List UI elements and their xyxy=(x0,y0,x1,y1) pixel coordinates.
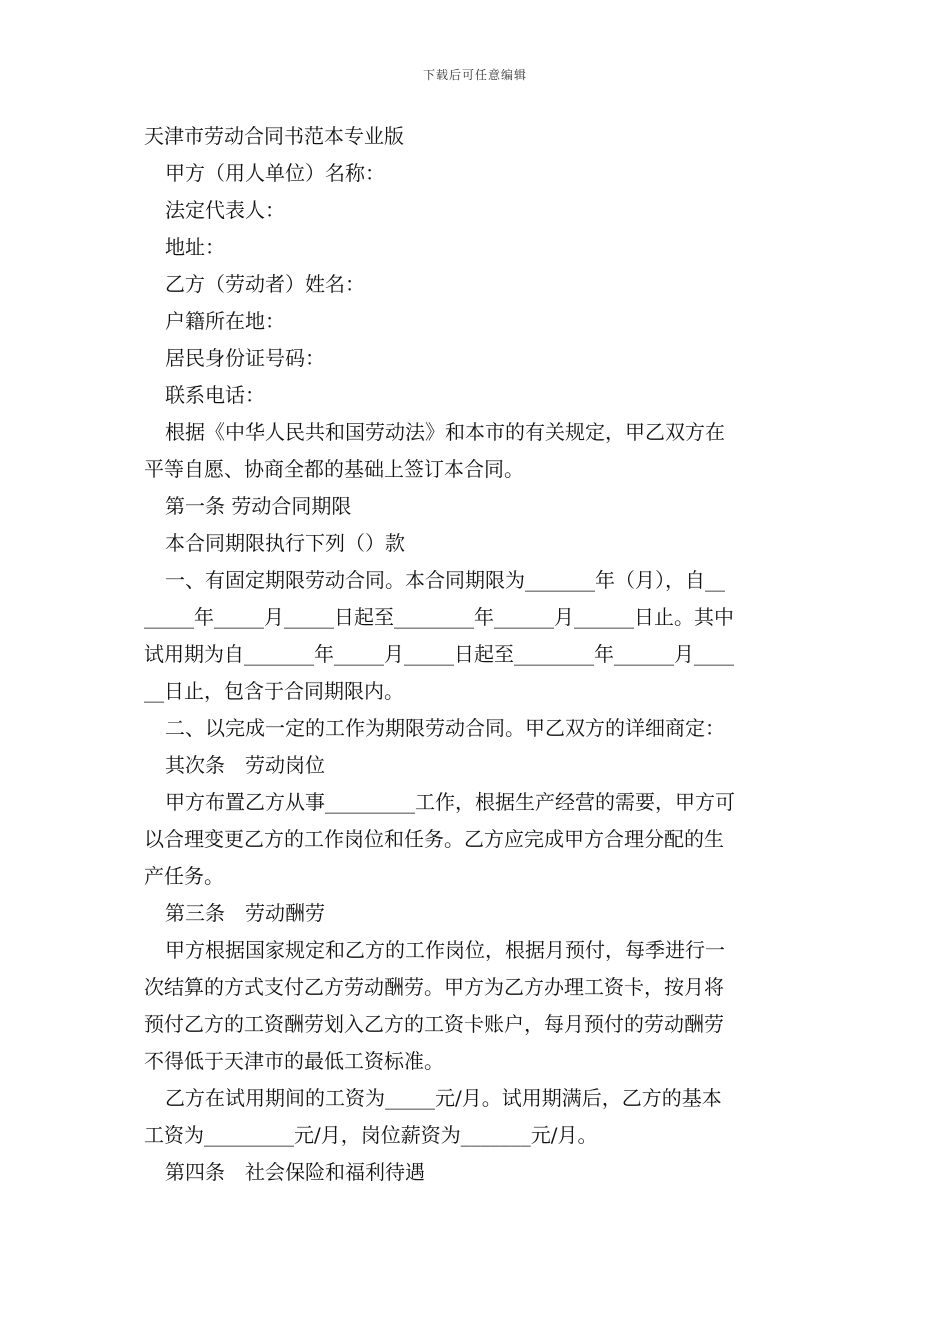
article-3-paragraph-line: 预付乙方的工资酬劳划入乙方的工资卡账户，每月预付的劳动酬劳 xyxy=(144,1012,724,1036)
party-b-name-field: 乙方（劳动者）姓名： xyxy=(165,272,365,296)
article-2-paragraph-line: 甲方布置乙方从事_________工作，根据生产经营的需要，甲方可 xyxy=(165,790,735,814)
article-1-task-term: 二、以完成一定的工作为期限劳动合同。甲乙双方的详细商定： xyxy=(165,716,725,740)
party-a-name-field: 甲方（用人单位）名称： xyxy=(165,161,385,185)
article-3-paragraph-line: 甲方根据国家规定和乙方的工作岗位，根据月预付，每季进行一 xyxy=(165,938,725,962)
article-2-title: 其次条 劳动岗位 xyxy=(165,753,325,777)
id-number-field: 居民身份证号码： xyxy=(165,346,325,370)
article-1-fixed-term-line: 一、有固定期限劳动合同。本合同期限为_______年（月），自__ xyxy=(165,568,725,592)
household-registration-field: 户籍所在地： xyxy=(165,309,285,333)
article-3-paragraph-line: 不得低于天津市的最低工资标准。 xyxy=(144,1049,444,1073)
article-3-title: 第三条 劳动酬劳 xyxy=(165,901,325,925)
article-3-wage-line: 工资为_________元/月，岗位薪资为_______元/月。 xyxy=(144,1123,598,1147)
article-4-title: 第四条 社会保险和福利待遇 xyxy=(165,1160,425,1184)
article-3-wage-line: 乙方在试用期间的工资为_____元/月。试用期满后，乙方的基本 xyxy=(165,1086,722,1110)
header-note: 下载后可任意编辑 xyxy=(422,68,527,82)
article-2-paragraph-line: 以合理变更乙方的工作岗位和任务。乙方应完成甲方合理分配的生 xyxy=(144,827,724,851)
document-body xyxy=(144,118,808,1191)
legal-representative-field: 法定代表人： xyxy=(165,198,285,222)
article-1-fixed-term-line: _____年_____月_____日起至________年______月______日止。其中 xyxy=(144,605,734,629)
address-field: 地址： xyxy=(165,235,225,259)
phone-field: 联系电话： xyxy=(165,383,265,407)
intro-paragraph-line: 平等自愿、协商全都的基础上签订本合同。 xyxy=(144,457,524,481)
article-1-fixed-term-line: __日止，包含于合同期限内。 xyxy=(144,679,404,703)
article-1-choice: 本合同期限执行下列（）款 xyxy=(165,531,405,555)
article-1-title: 第一条 劳动合同期限 xyxy=(165,494,352,518)
article-1-fixed-term-line: 试用期为自_______年_____月_____日起至________年______月____ xyxy=(144,642,734,666)
intro-paragraph-line: 根据《中华人民共和国劳动法》和本市的有关规定，甲乙双方在 xyxy=(165,420,725,444)
article-3-paragraph-line: 次结算的方式支付乙方劳动酬劳。甲方为乙方办理工资卡，按月将 xyxy=(144,975,724,999)
document-title: 天津市劳动合同书范本专业版 xyxy=(144,124,404,148)
article-2-paragraph-line: 产任务。 xyxy=(144,864,224,888)
